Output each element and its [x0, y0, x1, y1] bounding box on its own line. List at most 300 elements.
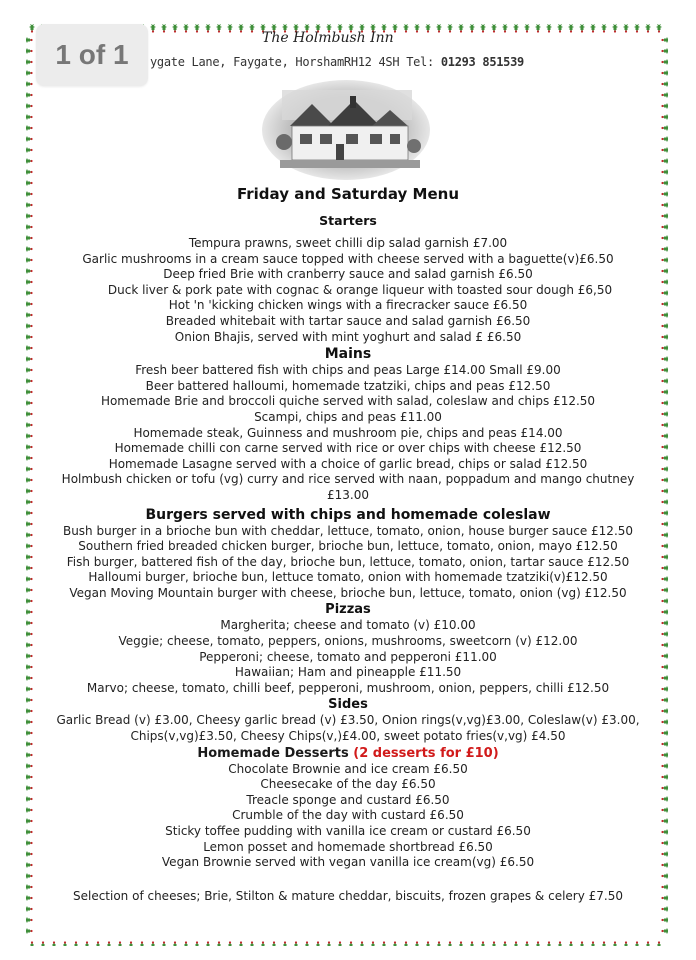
- sides-list: [40, 713, 656, 744]
- menu-item: Duck liver & pork pate with cognac & orange liqueur with toasted sour dough £6,50: [107, 282, 613, 297]
- holly-sprig-icon: [661, 642, 668, 648]
- holly-sprig-icon: [513, 24, 519, 33]
- holly-sprig-icon: [661, 664, 668, 670]
- holly-sprig-icon: [661, 169, 668, 175]
- holly-sprig-icon: [491, 941, 497, 946]
- holly-sprig-icon: [661, 653, 668, 659]
- holly-sprig-icon: [249, 24, 255, 33]
- holly-sprig-icon: [447, 941, 453, 946]
- holly-sprig-icon: [436, 24, 442, 33]
- page-indicator: 1 of 1: [36, 24, 148, 86]
- holly-sprig-icon: [227, 941, 233, 946]
- holly-sprig-icon: [661, 466, 668, 472]
- holly-sprig-icon: [661, 796, 668, 802]
- holly-sprig-icon: [26, 873, 33, 879]
- holly-sprig-icon: [601, 24, 607, 33]
- holly-sprig-icon: [661, 444, 668, 450]
- holly-sprig-icon: [26, 323, 33, 329]
- menu-item: Onion Bhajis, served with mint yoghurt and salad £ £6.50: [174, 329, 522, 344]
- holly-sprig-icon: [26, 70, 33, 76]
- holly-sprig-icon: [661, 323, 668, 329]
- holly-sprig-icon: [26, 191, 33, 197]
- holly-sprig-icon: [26, 521, 33, 527]
- holly-sprig-icon: [26, 202, 33, 208]
- holly-sprig-icon: [661, 708, 668, 714]
- burgers-heading: Burgers served with chips and homemade coleslaw: [145, 506, 551, 523]
- desserts-heading: [40, 745, 656, 762]
- holly-sprig-icon: [26, 917, 33, 923]
- holly-sprig-icon: [645, 24, 651, 33]
- holly-sprig-icon: [26, 818, 33, 824]
- holly-sprig-icon: [26, 246, 33, 252]
- holly-sprig-icon: [661, 268, 668, 274]
- holly-sprig-icon: [26, 697, 33, 703]
- holly-sprig-icon: [26, 213, 33, 219]
- holly-sprig-icon: [661, 631, 668, 637]
- holly-sprig-icon: [26, 268, 33, 274]
- holly-sprig-icon: [480, 24, 486, 33]
- holly-sprig-icon: [26, 642, 33, 648]
- holly-sprig-icon: [26, 598, 33, 604]
- holly-sprig-icon: [26, 895, 33, 901]
- holly-sprig-icon: [661, 103, 668, 109]
- holly-sprig-icon: [414, 941, 420, 946]
- holly-sprig-icon: [139, 941, 145, 946]
- mains-list: [40, 363, 656, 503]
- holly-sprig-icon: [392, 941, 398, 946]
- holly-sprig-icon: [590, 24, 596, 33]
- holly-sprig-icon: [661, 246, 668, 252]
- holly-sprig-icon: [216, 24, 222, 33]
- holly-sprig-icon: [661, 378, 668, 384]
- menu-item: Deep fried Brie with cranberry sauce and salad garnish £6.50: [163, 267, 533, 282]
- holly-sprig-icon: [661, 70, 668, 76]
- holly-sprig-icon: [661, 697, 668, 703]
- menu-item: Homemade Brie and broccoli quiche served with salad, coleslaw and chips £12.50: [100, 394, 596, 409]
- menu-item: Hawaiian; Ham and pineapple £11.50: [234, 665, 462, 680]
- holly-sprig-icon: [661, 873, 668, 879]
- holly-sprig-icon: [661, 686, 668, 692]
- holly-sprig-icon: [579, 941, 585, 946]
- holly-sprig-icon: [661, 81, 668, 87]
- holly-sprig-icon: [26, 609, 33, 615]
- menu-item: Halloumi burger, brioche bun, lettuce tomato, onion with homemade tzatziki(v)£12.50: [88, 570, 608, 585]
- menu-item: Sticky toffee pudding with vanilla ice cream or custard £6.50: [165, 824, 531, 838]
- menu-item: Garlic Bread (v) £3.00, Cheesy garlic bread (v) £3.50, Onion rings(v,vg)£3.00, Coleslaw(v) £3.00,: [56, 713, 640, 728]
- holly-sprig-icon: [26, 785, 33, 791]
- menu-item: Tempura prawns, sweet chilli dip salad garnish £7.00: [188, 236, 508, 250]
- holly-sprig-icon: [26, 334, 33, 340]
- holly-sprig-icon: [26, 752, 33, 758]
- holly-sprig-icon: [26, 763, 33, 769]
- holly-sprig-icon: [447, 24, 453, 33]
- holly-sprig-icon: [238, 941, 244, 946]
- holly-sprig-icon: [661, 92, 668, 98]
- holly-sprig-icon: [661, 620, 668, 626]
- holly-sprig-icon: [661, 147, 668, 153]
- holly-sprig-icon: [661, 521, 668, 527]
- holly-sprig-icon: [26, 796, 33, 802]
- holly-sprig-icon: [26, 422, 33, 428]
- holly-sprig-icon: [661, 37, 668, 43]
- holly-sprig-icon: [26, 235, 33, 241]
- holly-sprig-icon: [661, 312, 668, 318]
- holly-sprig-icon: [661, 763, 668, 769]
- holly-sprig-icon: [183, 24, 189, 33]
- holly-sprig-icon: [590, 941, 596, 946]
- holly-sprig-icon: [661, 543, 668, 549]
- holly-sprig-icon: [623, 24, 629, 33]
- holly-sprig-icon: [661, 818, 668, 824]
- menu-item: Pepperoni; cheese, tomato and pepperoni £11.00: [199, 649, 497, 664]
- holly-sprig-icon: [557, 24, 563, 33]
- holly-sprig-icon: [661, 774, 668, 780]
- holly-sprig-icon: [480, 941, 486, 946]
- holly-sprig-icon: [491, 24, 497, 33]
- holly-sprig-icon: [282, 941, 288, 946]
- holly-sprig-icon: [661, 411, 668, 417]
- holly-sprig-icon: [150, 24, 156, 33]
- holly-sprig-icon: [26, 411, 33, 417]
- holly-sprig-icon: [161, 24, 167, 33]
- holly-sprig-icon: [26, 499, 33, 505]
- holly-sprig-icon: [26, 48, 33, 54]
- holly-sprig-icon: [436, 941, 442, 946]
- holly-sprig-icon: [661, 917, 668, 923]
- inn-name: The Holmbush Inn: [262, 30, 394, 46]
- holly-sprig-icon: [26, 565, 33, 571]
- holly-sprig-icon: [546, 24, 552, 33]
- holly-sprig-icon: [26, 664, 33, 670]
- holly-sprig-icon: [425, 941, 431, 946]
- holly-sprig-icon: [661, 235, 668, 241]
- holly-sprig-icon: [26, 543, 33, 549]
- holly-sprig-icon: [293, 941, 299, 946]
- holly-sprig-icon: [26, 510, 33, 516]
- holly-sprig-icon: [26, 356, 33, 362]
- inn-photo: [262, 80, 430, 180]
- holly-sprig-icon: [26, 840, 33, 846]
- holly-sprig-icon: [40, 941, 46, 946]
- sides-heading: Sides: [328, 697, 368, 713]
- holly-sprig-icon: [26, 301, 33, 307]
- pizzas-list: [40, 618, 656, 696]
- holly-sprig-icon: [469, 941, 475, 946]
- holly-sprig-icon: [95, 941, 101, 946]
- cheese-selection: Selection of cheeses; Brie, Stilton & mature cheddar, biscuits, frozen grapes & celery £7.50: [72, 888, 623, 903]
- menu-item: Homemade Lasagne served with a choice of garlic bread, chips or salad £12.50: [108, 456, 588, 471]
- holly-sprig-icon: [661, 334, 668, 340]
- holly-sprig-icon: [370, 941, 376, 946]
- holly-sprig-icon: [661, 565, 668, 571]
- holly-sprig-icon: [661, 180, 668, 186]
- holly-sprig-icon: [661, 906, 668, 912]
- holly-sprig-icon: [26, 400, 33, 406]
- holly-sprig-icon: [106, 941, 112, 946]
- holly-sprig-icon: [26, 378, 33, 384]
- holly-sprig-icon: [238, 24, 244, 33]
- holly-sprig-icon: [29, 24, 35, 33]
- holly-sprig-icon: [661, 862, 668, 868]
- holly-sprig-icon: [634, 941, 640, 946]
- holly-sprig-icon: [26, 730, 33, 736]
- menu-item: Veggie; cheese, tomato, peppers, onions, mushrooms, sweetcorn (v) £12.00: [118, 634, 578, 649]
- holly-sprig-icon: [661, 609, 668, 615]
- holly-sprig-icon: [51, 941, 57, 946]
- menu-item: Cheesecake of the day £6.50: [260, 777, 436, 792]
- holly-sprig-icon: [661, 741, 668, 747]
- menu-item: Homemade chilli con carne served with rice or over chips with cheese £12.50: [114, 441, 582, 456]
- holly-sprig-icon: [661, 752, 668, 758]
- holly-sprig-icon: [271, 941, 277, 946]
- holly-sprig-icon: [656, 24, 662, 33]
- holly-sprig-icon: [26, 554, 33, 560]
- menu-item: Marvo; cheese, tomato, chilli beef, pepperoni, mushroom, onion, peppers, chilli £12.50: [86, 680, 610, 695]
- menu-item: Hot 'n 'kicking chicken wings with a firecracker sauce £6.50: [168, 298, 528, 313]
- holly-sprig-icon: [304, 941, 310, 946]
- menu-title: Friday and Saturday Menu: [236, 185, 459, 203]
- menu-item: Holmbush chicken or tofu (vg) curry and rice served with naan, poppadum and mango chutney £13.00: [61, 472, 635, 502]
- holly-sprig-icon: [661, 598, 668, 604]
- holly-sprig-icon: [26, 884, 33, 890]
- holly-sprig-icon: [161, 941, 167, 946]
- holly-sprig-icon: [26, 59, 33, 65]
- menu-item: Vegan Moving Mountain burger with cheese, brioche bun, lettuce, tomato, onion (vg) £12.50: [69, 585, 627, 600]
- holly-sprig-icon: [337, 941, 343, 946]
- holly-sprig-icon: [403, 24, 409, 33]
- holly-sprig-icon: [661, 488, 668, 494]
- holly-sprig-icon: [661, 884, 668, 890]
- holly-sprig-icon: [656, 941, 662, 946]
- holly-sprig-icon: [661, 928, 668, 934]
- holly-sprig-icon: [315, 941, 321, 946]
- holly-sprig-icon: [661, 554, 668, 560]
- holly-sprig-icon: [568, 941, 574, 946]
- holly-sprig-icon: [26, 708, 33, 714]
- holly-sprig-icon: [26, 477, 33, 483]
- holly-sprig-icon: [661, 158, 668, 164]
- menu-item: Fresh beer battered fish with chips and peas Large £14.00 Small £9.00: [135, 363, 561, 378]
- holly-sprig-icon: [26, 169, 33, 175]
- holly-sprig-icon: [661, 224, 668, 230]
- holly-sprig-icon: [661, 213, 668, 219]
- desserts-heading-text: Homemade Desserts: [197, 745, 349, 761]
- holly-sprig-icon: [26, 455, 33, 461]
- holly-sprig-icon: [26, 103, 33, 109]
- holly-sprig-icon: [661, 587, 668, 593]
- holly-sprig-icon: [26, 532, 33, 538]
- holly-sprig-icon: [661, 807, 668, 813]
- holly-sprig-icon: [661, 400, 668, 406]
- address-line: [150, 55, 524, 69]
- holly-sprig-icon: [26, 774, 33, 780]
- holly-sprig-icon: [326, 941, 332, 946]
- holly-sprig-icon: [194, 941, 200, 946]
- holly-sprig-icon: [26, 719, 33, 725]
- holly-sprig-icon: [502, 941, 508, 946]
- burgers-list: [40, 524, 656, 602]
- holly-sprig-icon: [227, 24, 233, 33]
- menu-item: Beer battered halloumi, homemade tzatziki, chips and peas £12.50: [145, 378, 551, 393]
- holly-sprig-icon: [661, 829, 668, 835]
- holly-sprig-icon: [249, 941, 255, 946]
- holly-sprig-icon: [26, 741, 33, 747]
- holly-sprig-icon: [623, 941, 629, 946]
- holly-sprig-icon: [661, 895, 668, 901]
- holly-sprig-icon: [579, 24, 585, 33]
- holly-sprig-icon: [26, 389, 33, 395]
- menu-item: Breaded whitebait with tartar sauce and salad garnish £6.50: [165, 313, 531, 328]
- holly-sprig-icon: [661, 532, 668, 538]
- menu-item: Scampi, chips and peas £11.00: [254, 409, 442, 424]
- holly-sprig-icon: [194, 24, 200, 33]
- holly-sprig-icon: [26, 81, 33, 87]
- menu-item: Bush burger in a brioche bun with cheddar, lettuce, tomato, onion, house burger sauce £12.50: [62, 523, 634, 538]
- holly-sprig-icon: [26, 851, 33, 857]
- holly-sprig-icon: [661, 257, 668, 263]
- holly-sprig-icon: [26, 587, 33, 593]
- menu-content: [40, 185, 656, 903]
- holly-sprig-icon: [26, 466, 33, 472]
- holly-sprig-icon: [26, 114, 33, 120]
- holly-sprig-icon: [661, 851, 668, 857]
- mains-heading: Mains: [324, 346, 372, 363]
- holly-sprig-icon: [661, 477, 668, 483]
- holly-sprig-icon: [205, 941, 211, 946]
- holly-sprig-icon: [84, 941, 90, 946]
- menu-item: Homemade steak, Guinness and mushroom pie, chips and peas £14.00: [133, 425, 563, 440]
- holly-sprig-icon: [645, 941, 651, 946]
- holly-sprig-icon: [26, 675, 33, 681]
- menu-item: Treacle sponge and custard £6.50: [246, 792, 450, 807]
- holly-sprig-icon: [26, 125, 33, 131]
- menu-item: Chocolate Brownie and ice cream £6.50: [228, 761, 468, 776]
- holly-sprig-icon: [661, 345, 668, 351]
- menu-item: Lemon posset and homemade shortbread £6.50: [203, 839, 493, 854]
- menu-item: Crumble of the day with custard £6.50: [232, 808, 464, 823]
- phone-number: 01293 851539: [440, 55, 524, 69]
- menu-item: Vegan Brownie served with vegan vanilla ice cream(vg) £6.50: [161, 855, 535, 870]
- holly-sprig-icon: [661, 455, 668, 461]
- holly-sprig-icon: [661, 840, 668, 846]
- menu-item: Margherita; cheese and tomato (v) £10.00: [220, 618, 476, 633]
- holly-sprig-icon: [414, 24, 420, 33]
- holly-sprig-icon: [568, 24, 574, 33]
- holly-sprig-icon: [26, 862, 33, 868]
- holly-sprig-icon: [469, 24, 475, 33]
- holly-sprig-icon: [348, 941, 354, 946]
- holly-sprig-icon: [661, 730, 668, 736]
- holly-sprig-icon: [403, 941, 409, 946]
- pizzas-heading: Pizzas: [325, 602, 371, 618]
- holly-sprig-icon: [26, 136, 33, 142]
- holly-sprig-icon: [26, 367, 33, 373]
- holly-sprig-icon: [26, 928, 33, 934]
- holly-sprig-icon: [26, 444, 33, 450]
- holly-sprig-icon: [661, 367, 668, 373]
- holly-sprig-icon: [62, 941, 68, 946]
- holly-sprig-icon: [26, 224, 33, 230]
- holly-sprig-icon: [26, 686, 33, 692]
- holly-sprig-icon: [29, 941, 35, 946]
- holly-sprig-icon: [661, 59, 668, 65]
- holly-sprig-icon: [26, 631, 33, 637]
- holly-sprig-icon: [183, 941, 189, 946]
- holly-sprig-icon: [150, 941, 156, 946]
- holly-sprig-icon: [26, 158, 33, 164]
- holly-sprig-icon: [26, 807, 33, 813]
- desserts-list: [40, 762, 656, 871]
- holly-sprig-icon: [524, 941, 530, 946]
- holly-sprig-icon: [661, 499, 668, 505]
- holly-sprig-icon: [26, 180, 33, 186]
- holly-sprig-icon: [661, 389, 668, 395]
- holly-sprig-icon: [634, 24, 640, 33]
- holly-sprig-icon: [524, 24, 530, 33]
- holly-sprig-icon: [502, 24, 508, 33]
- menu-item: Chips(v,vg)£3.50, Cheesy Chips(v,)£4.00, sweet potato fries(v,vg) £4.50: [130, 729, 566, 744]
- holly-sprig-icon: [458, 941, 464, 946]
- holly-sprig-icon: [26, 653, 33, 659]
- holly-sprig-icon: [26, 257, 33, 263]
- holly-sprig-icon: [26, 906, 33, 912]
- holly-sprig-icon: [205, 24, 211, 33]
- holly-sprig-icon: [661, 719, 668, 725]
- holly-sprig-icon: [661, 136, 668, 142]
- holly-sprig-icon: [26, 433, 33, 439]
- holly-sprig-icon: [661, 422, 668, 428]
- holly-sprig-icon: [661, 510, 668, 516]
- holly-sprig-icon: [26, 290, 33, 296]
- holly-sprig-icon: [661, 785, 668, 791]
- menu-item: Southern fried breaded chicken burger, brioche bun, lettuce, tomato, onion, mayo £12.50: [78, 539, 618, 554]
- holly-sprig-icon: [661, 675, 668, 681]
- holly-sprig-icon: [172, 941, 178, 946]
- holly-sprig-icon: [216, 941, 222, 946]
- holly-sprig-icon: [661, 114, 668, 120]
- holly-sprig-icon: [601, 941, 607, 946]
- holly-sprig-icon: [26, 312, 33, 318]
- holly-sprig-icon: [661, 202, 668, 208]
- holly-sprig-icon: [557, 941, 563, 946]
- address-text: ygate Lane, Faygate, HorshamRH12 4SH Tel:: [150, 55, 434, 69]
- holly-sprig-icon: [661, 48, 668, 54]
- desserts-offer: (2 desserts for £10): [353, 745, 499, 761]
- holly-sprig-icon: [172, 24, 178, 33]
- holly-sprig-icon: [535, 941, 541, 946]
- holly-sprig-icon: [425, 24, 431, 33]
- starters-heading: Starters: [319, 213, 377, 228]
- holly-sprig-icon: [26, 147, 33, 153]
- holly-sprig-icon: [117, 941, 123, 946]
- starters-list: [40, 236, 656, 345]
- holly-sprig-icon: [661, 191, 668, 197]
- holly-sprig-icon: [535, 24, 541, 33]
- holly-sprig-icon: [612, 941, 618, 946]
- holly-sprig-icon: [661, 356, 668, 362]
- holly-sprig-icon: [260, 941, 266, 946]
- holly-sprig-icon: [458, 24, 464, 33]
- holly-sprig-icon: [26, 576, 33, 582]
- holly-sprig-icon: [26, 488, 33, 494]
- holly-sprig-icon: [661, 125, 668, 131]
- holly-sprig-icon: [661, 433, 668, 439]
- holly-sprig-icon: [359, 941, 365, 946]
- holly-sprig-icon: [661, 576, 668, 582]
- menu-item: Garlic mushrooms in a cream sauce topped with cheese served with a baguette(v)£6.50: [82, 251, 614, 266]
- holly-sprig-icon: [26, 279, 33, 285]
- holly-sprig-icon: [513, 941, 519, 946]
